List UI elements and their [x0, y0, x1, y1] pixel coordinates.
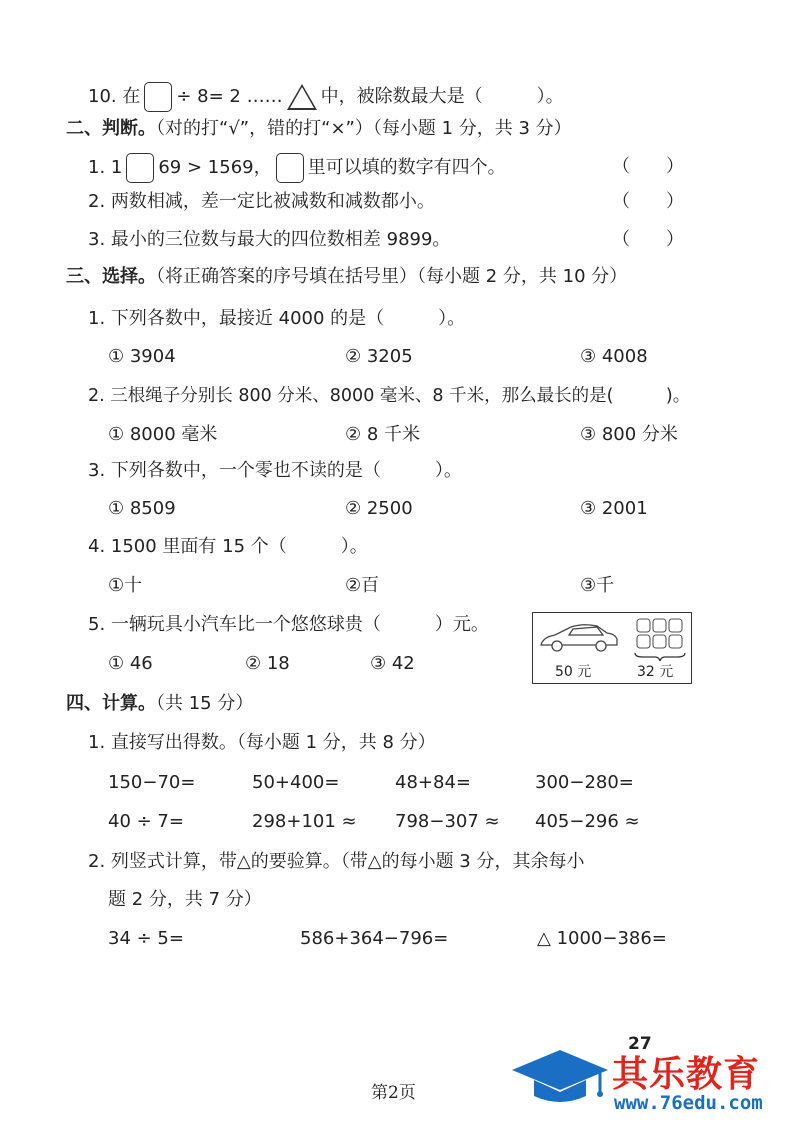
- judge-3: 3. 最小的三位数与最大的四位数相差 9899。: [88, 229, 451, 250]
- choice-option: ③千: [580, 575, 615, 596]
- section-note: （对的打“√”，错的打“×”）（每小题 1 分，共 3 分）: [156, 118, 572, 139]
- answer-paren: （ ）: [612, 191, 684, 212]
- choice-option: ① 3904: [108, 346, 176, 367]
- calc-item: 298+101 ≈: [252, 811, 357, 832]
- choice-1-question: 1. 下列各数中，最接近 4000 的是（ ）。: [88, 308, 466, 329]
- choice-option: ③ 4008: [580, 346, 648, 367]
- calc-item: 586+364−796=: [300, 928, 449, 949]
- calc-item: 34 ÷ 5=: [108, 928, 184, 949]
- calc-item: 300−280=: [535, 772, 634, 793]
- choice-option: ② 8 千米: [345, 424, 421, 445]
- logo-url[interactable]: www.76edu.com: [614, 1092, 763, 1114]
- choice-option: ① 8000 毫米: [108, 424, 218, 445]
- calc-item: 50+400=: [252, 772, 340, 793]
- yoyo-icon: [637, 619, 682, 648]
- brace-icon: [635, 653, 685, 661]
- calc-item: 150−70=: [108, 772, 196, 793]
- car-icon: [541, 625, 617, 651]
- judge-2: 2. 两数相减，差一定比被减数和减数都小。: [88, 191, 435, 212]
- section-title: 二、判断。: [66, 118, 156, 139]
- price-picture: [532, 612, 692, 684]
- q10-lead: 10. 在: [88, 86, 141, 107]
- section-title: 三、选择。: [66, 266, 156, 287]
- calc-item: 48+84=: [395, 772, 471, 793]
- section-4-heading: [66, 692, 253, 716]
- judge-1-post2: 里可以填的数字有四个。: [307, 157, 506, 178]
- calc-1-question: 1. 直接写出得数。（每小题 1 分，共 8 分）: [88, 732, 436, 753]
- section-3-heading: [66, 265, 627, 289]
- choice-option: ② 2500: [345, 498, 413, 519]
- choice-5-question: 5. 一辆玩具小汽车比一个悠悠球贵（ ）元。: [88, 614, 489, 635]
- blank-box: [144, 82, 172, 112]
- yoyo-price: 32 元: [637, 664, 674, 680]
- judge-1-post: 69 > 1569，: [158, 157, 272, 178]
- q10-tail: 中，被除数最大是（ ）。: [320, 86, 564, 107]
- calc-2-question-line2: 题 2 分，共 7 分）: [108, 889, 262, 910]
- page-footer: 第2页: [371, 1083, 416, 1103]
- judge-1-pre: 1. 1: [88, 157, 123, 178]
- choice-2-question: 2. 三根绳子分别长 800 分米、8000 毫米、8 千米，那么最长的是( )。: [88, 386, 691, 406]
- calc-item: 405−296 ≈: [535, 811, 640, 832]
- choice-option: ③ 800 分米: [580, 424, 678, 445]
- choice-option: ②百: [345, 575, 380, 596]
- graduation-cap-icon: [510, 1046, 610, 1110]
- choice-option: ①十: [108, 575, 143, 596]
- choice-option: ② 18: [245, 653, 290, 674]
- toy-car-and-yoyo-illustration: [533, 613, 691, 683]
- calc-item: △ 1000−386=: [537, 928, 667, 949]
- choice-option: ① 8509: [108, 498, 176, 519]
- section-2-heading: [66, 117, 572, 141]
- choice-option: ② 3205: [345, 346, 413, 367]
- car-price: 50 元: [555, 664, 592, 680]
- q10-mid: ÷ 8= 2 ……: [176, 86, 283, 107]
- answer-paren: （ ）: [612, 156, 684, 177]
- answer-paren: （ ）: [612, 229, 684, 250]
- choice-3-question: 3. 下列各数中，一个零也不读的是（ ）。: [88, 460, 462, 481]
- choice-option: ③ 42: [370, 653, 415, 674]
- calc-2-question-line1: 2. 列竖式计算，带△的要验算。（带△的每小题 3 分，其余每小: [88, 851, 585, 872]
- section-title: 四、计算。: [66, 693, 156, 714]
- choice-option: ① 46: [108, 653, 153, 674]
- section-note: （共 15 分）: [156, 693, 254, 714]
- calc-item: 798−307 ≈: [395, 811, 500, 832]
- choice-4-question: 4. 1500 里面有 15 个（ ）。: [88, 536, 368, 557]
- choice-option: ③ 2001: [580, 498, 648, 519]
- judge-1: [88, 153, 506, 183]
- page-number: 27: [628, 1034, 652, 1054]
- calc-item: 40 ÷ 7=: [108, 811, 184, 832]
- blank-box: [126, 153, 154, 183]
- triangle-icon: [287, 84, 317, 110]
- blank-box: [276, 153, 304, 183]
- question-10: [88, 82, 564, 112]
- section-note: （将正确答案的序号填在括号里）（每小题 2 分，共 10 分）: [156, 266, 628, 287]
- logo-text: 其乐教育: [612, 1054, 761, 1095]
